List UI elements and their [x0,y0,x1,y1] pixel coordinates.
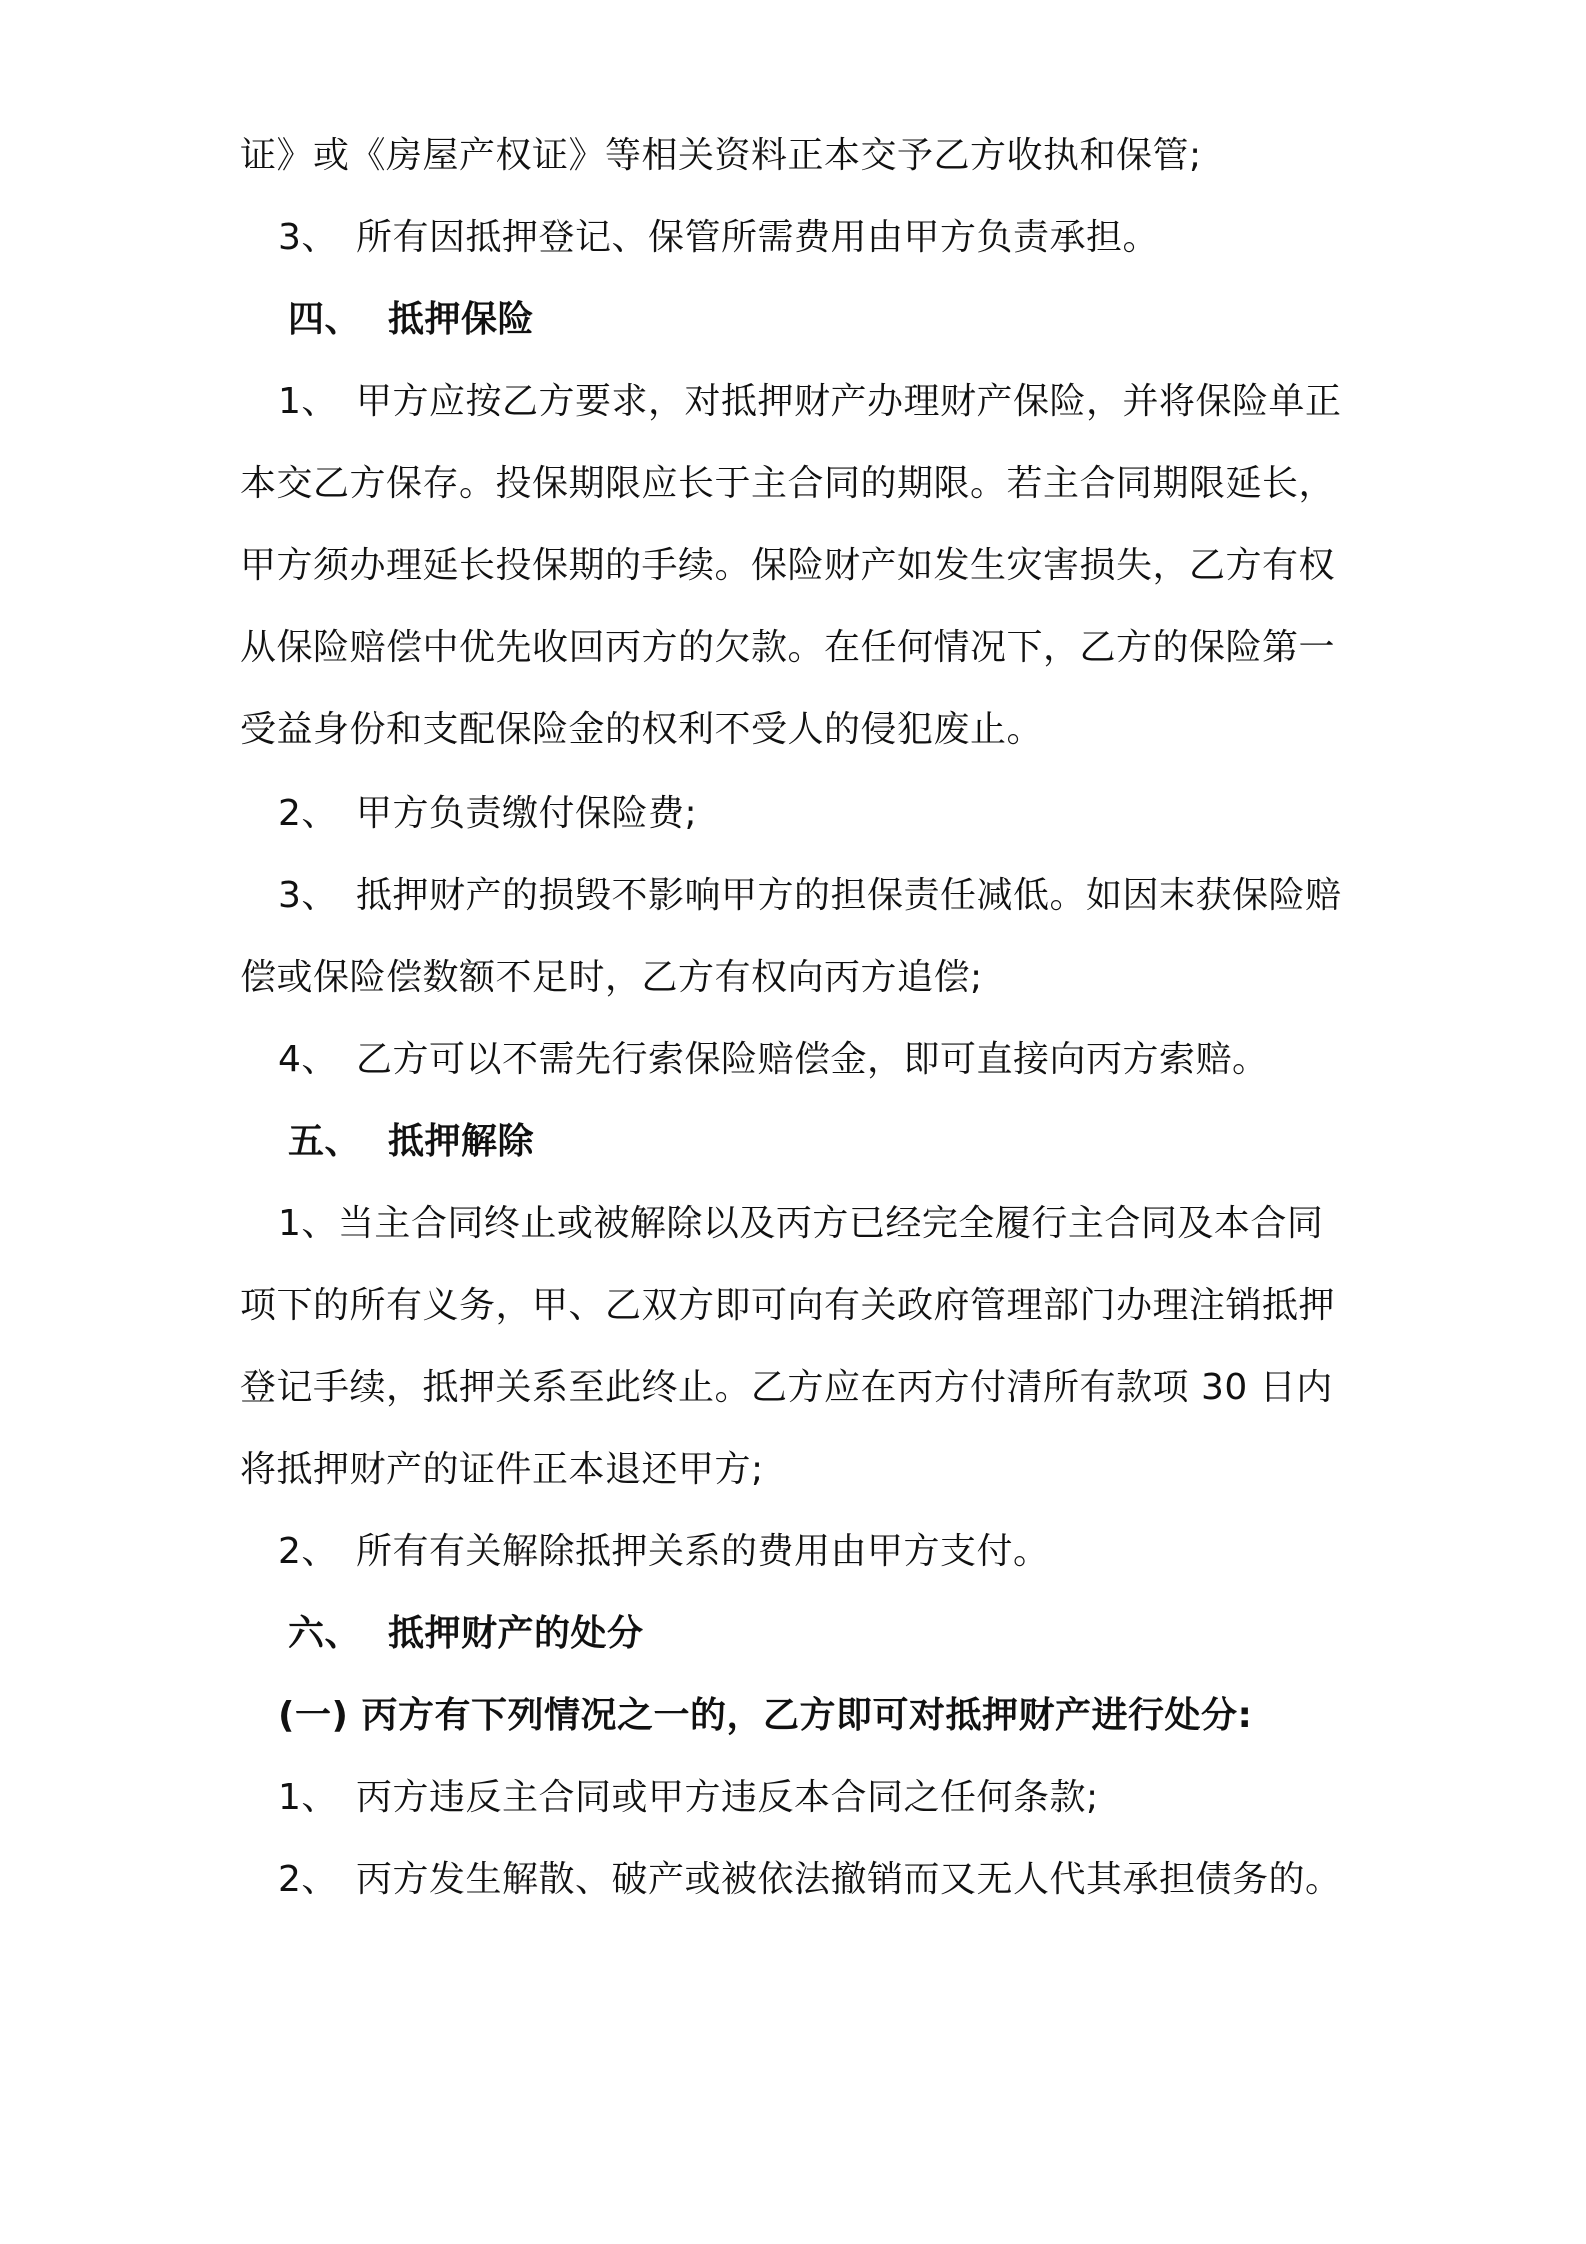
list-number: 3、 [278,875,338,916]
paragraph-line: 证》或《房屋产权证》等相关资料正本交予乙方收执和保管; [240,135,1202,176]
paragraph-line: 项下的所有义务，甲、乙双方即可向有关政府管理部门办理注销抵押 [240,1285,1336,1326]
paragraph-line: 偿或保险偿数额不足时，乙方有权向丙方追偿; [240,957,983,998]
paragraph-line: 甲方须办理延长投保期的手续。保险财产如发生灾害损失，乙方有权 [240,545,1336,586]
section-number: 四、 [288,299,362,340]
section-number: 六、 [288,1613,362,1654]
section-title: 抵押保险 [388,299,535,340]
list-text: 抵押财产的损毁不影响甲方的担保责任减低。如因末获保险赔 [356,875,1342,916]
list-number: 3、 [278,217,338,258]
list-number: 2、 [278,1859,338,1900]
list-item [278,1036,1269,1084]
list-text: 丙方违反主合同或甲方违反本合同之任何条款; [356,1777,1099,1818]
paragraph-line: 将抵押财产的证件正本退还甲方; [240,1449,764,1490]
paragraph-line: 登记手续，抵押关系至此终止。乙方应在丙方付清所有款项 30 日内 [240,1367,1333,1408]
section-title: 抵押财产的处分 [388,1613,644,1654]
list-item [278,1774,1099,1822]
list-number: 4、 [278,1039,338,1080]
list-item [278,872,1342,920]
paragraph-line: 从保险赔偿中优先收回丙方的欠款。在任何情况下，乙方的保险第一 [240,627,1336,668]
section-number: 五、 [288,1121,362,1162]
list-text: 丙方发生解散、破产或被依法撤销而又无人代其承担债务的。 [356,1859,1342,1900]
section-heading-6 [288,1610,644,1658]
list-item [278,790,697,838]
list-number: 1、 [278,1777,338,1818]
paragraph-line: 本交乙方保存。投保期限应长于主合同的期限。若主合同期限延长， [240,463,1336,504]
list-item [278,214,1159,262]
paragraph-line: 受益身份和支配保险金的权利不受人的侵犯废止。 [240,709,1044,750]
section-heading-5 [288,1118,534,1166]
list-item [278,378,1342,426]
subsection-heading: (一) 丙方有下列情况之一的，乙方即可对抵押财产进行处分: [278,1695,1253,1736]
list-text: 所有因抵押登记、保管所需费用由甲方负责承担。 [356,217,1160,258]
list-text: 甲方应按乙方要求，对抵押财产办理财产保险，并将保险单正 [356,381,1342,422]
list-number: 2、 [278,1531,338,1572]
list-item [278,1856,1342,1904]
list-text: 乙方可以不需先行索保险赔偿金，即可直接向丙方索赔。 [356,1039,1269,1080]
list-text: 所有有关解除抵押关系的费用由甲方支付。 [356,1531,1050,1572]
section-heading-4 [288,296,534,344]
list-item [278,1528,1050,1576]
list-text: 甲方负责缴付保险费; [356,793,698,834]
paragraph-line: 1、当主合同终止或被解除以及丙方已经完全履行主合同及本合同 [278,1203,1324,1244]
section-title: 抵押解除 [388,1121,535,1162]
list-number: 2、 [278,793,338,834]
list-number: 1、 [278,381,338,422]
